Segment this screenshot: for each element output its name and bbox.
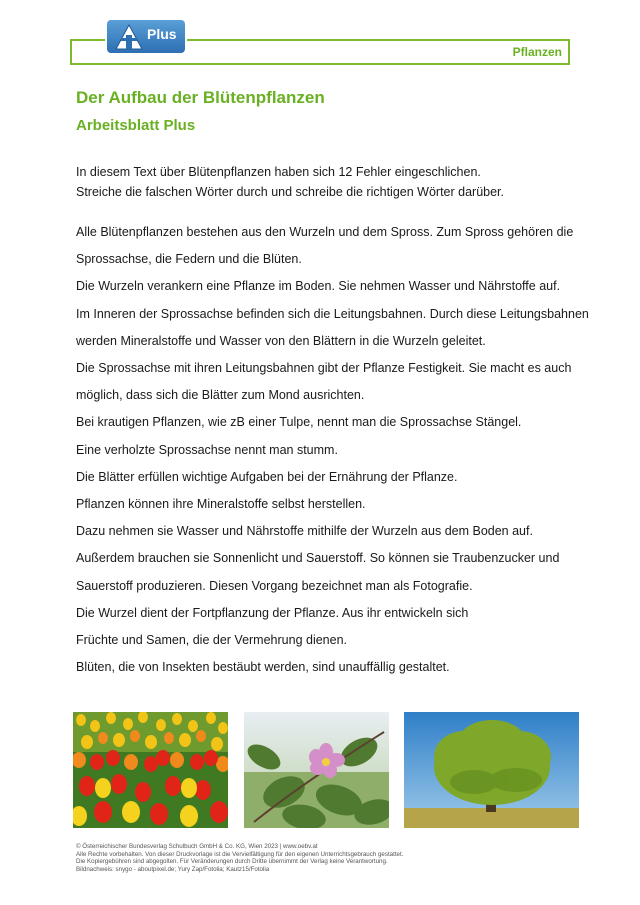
footer-line: © Österreichischer Bundesverlag Schulbuch GmbH & Co. KG, Wien 2023 | www.oebv.at xyxy=(76,843,318,850)
logo-text: Plus xyxy=(147,26,177,42)
instruction-line: Streiche die falschen Wörter durch und schreibe die richtigen Wörter darüber. xyxy=(76,185,504,199)
triangle-logo-icon xyxy=(115,24,143,50)
text-line: Blüten, die von Insekten bestäubt werden, sind unauffällig gestaltet. xyxy=(76,660,450,675)
text-line: Bei krautigen Pflanzen, wie zB einer Tulpe, nennt man die Sprossachse Stängel. xyxy=(76,415,522,430)
exercise-text xyxy=(76,219,589,681)
text-line: möglich, dass sich die Blätter zum Mond ausrichten. xyxy=(76,388,365,403)
instructions xyxy=(76,162,576,202)
text-line: Die Wurzeln verankern eine Pflanze im Boden. Sie nehmen Wasser und Nährstoffe auf. xyxy=(76,279,561,294)
publisher-logo xyxy=(107,20,185,53)
text-line: Die Wurzel dient der Fortpflanzung der Pflanze. Aus ihr entwickeln sich xyxy=(76,605,469,620)
copyright-footer xyxy=(76,843,403,873)
text-line: Dazu nehmen sie Wasser und Nährstoffe mithilfe der Wurzeln aus dem Boden auf. xyxy=(76,524,533,539)
text-line: Sauerstoff produzieren. Diesen Vorgang bezeichnet man als Fotografie. xyxy=(76,578,473,593)
text-line: Alle Blütenpflanzen bestehen aus den Wurzeln und dem Spross. Zum Spross gehören die xyxy=(76,225,574,239)
wild-rose-photo xyxy=(244,712,389,828)
text-line: Die Blätter erfüllen wichtige Aufgaben bei der Ernährung der Pflanze. xyxy=(76,469,458,484)
text-line: Früchte und Samen, die der Vermehrung dienen. xyxy=(76,633,348,648)
footer-line: Die Kopiergebühren sind abgegolten. Für Veränderungen durch Dritte übernimmt der Verlag keine Verantwortung. xyxy=(76,858,388,865)
text-line: Die Sprossachse mit ihren Leitungsbahnen gibt der Pflanze Festigkeit. Sie macht es auch xyxy=(76,361,572,376)
text-line: Sprossachse, die Federn und die Blüten. xyxy=(76,252,302,267)
footer-line: Alle Rechte vorbehalten. Von dieser Druckvorlage ist die Vervielfältigung für den eigenen Unterrichtsgebrauch gestattet. xyxy=(76,850,404,858)
text-line: Pflanzen können ihre Mineralstoffe selbst herstellen. xyxy=(76,497,366,512)
tulip-field-photo xyxy=(73,712,228,828)
instruction-line: In diesem Text über Blütenpflanzen haben sich 12 Fehler eingeschlichen. xyxy=(76,165,481,179)
text-line: werden Mineralstoffe und Wasser von den Blättern in die Wurzeln geleitet. xyxy=(76,333,486,348)
page-subtitle: Arbeitsblatt Plus xyxy=(76,117,196,134)
page-title: Der Aufbau der Blütenpflanzen xyxy=(76,88,325,107)
text-line: Außerdem brauchen sie Sonnenlicht und Sauerstoff. So können sie Traubenzucker und xyxy=(76,551,560,566)
text-line: Eine verholzte Sprossachse nennt man stumm. xyxy=(76,442,338,457)
footer-line: Bildnachweis: snygo - aboutpixel.de; Yury Zap/Fotolia; Kautz15/Fotolia xyxy=(76,865,270,873)
text-line: Im Inneren der Sprossachse befinden sich die Leitungsbahnen. Durch diese Leitungsbahnen xyxy=(76,306,589,321)
tree-photo xyxy=(404,712,579,828)
header-category: Pflanzen xyxy=(512,45,562,59)
